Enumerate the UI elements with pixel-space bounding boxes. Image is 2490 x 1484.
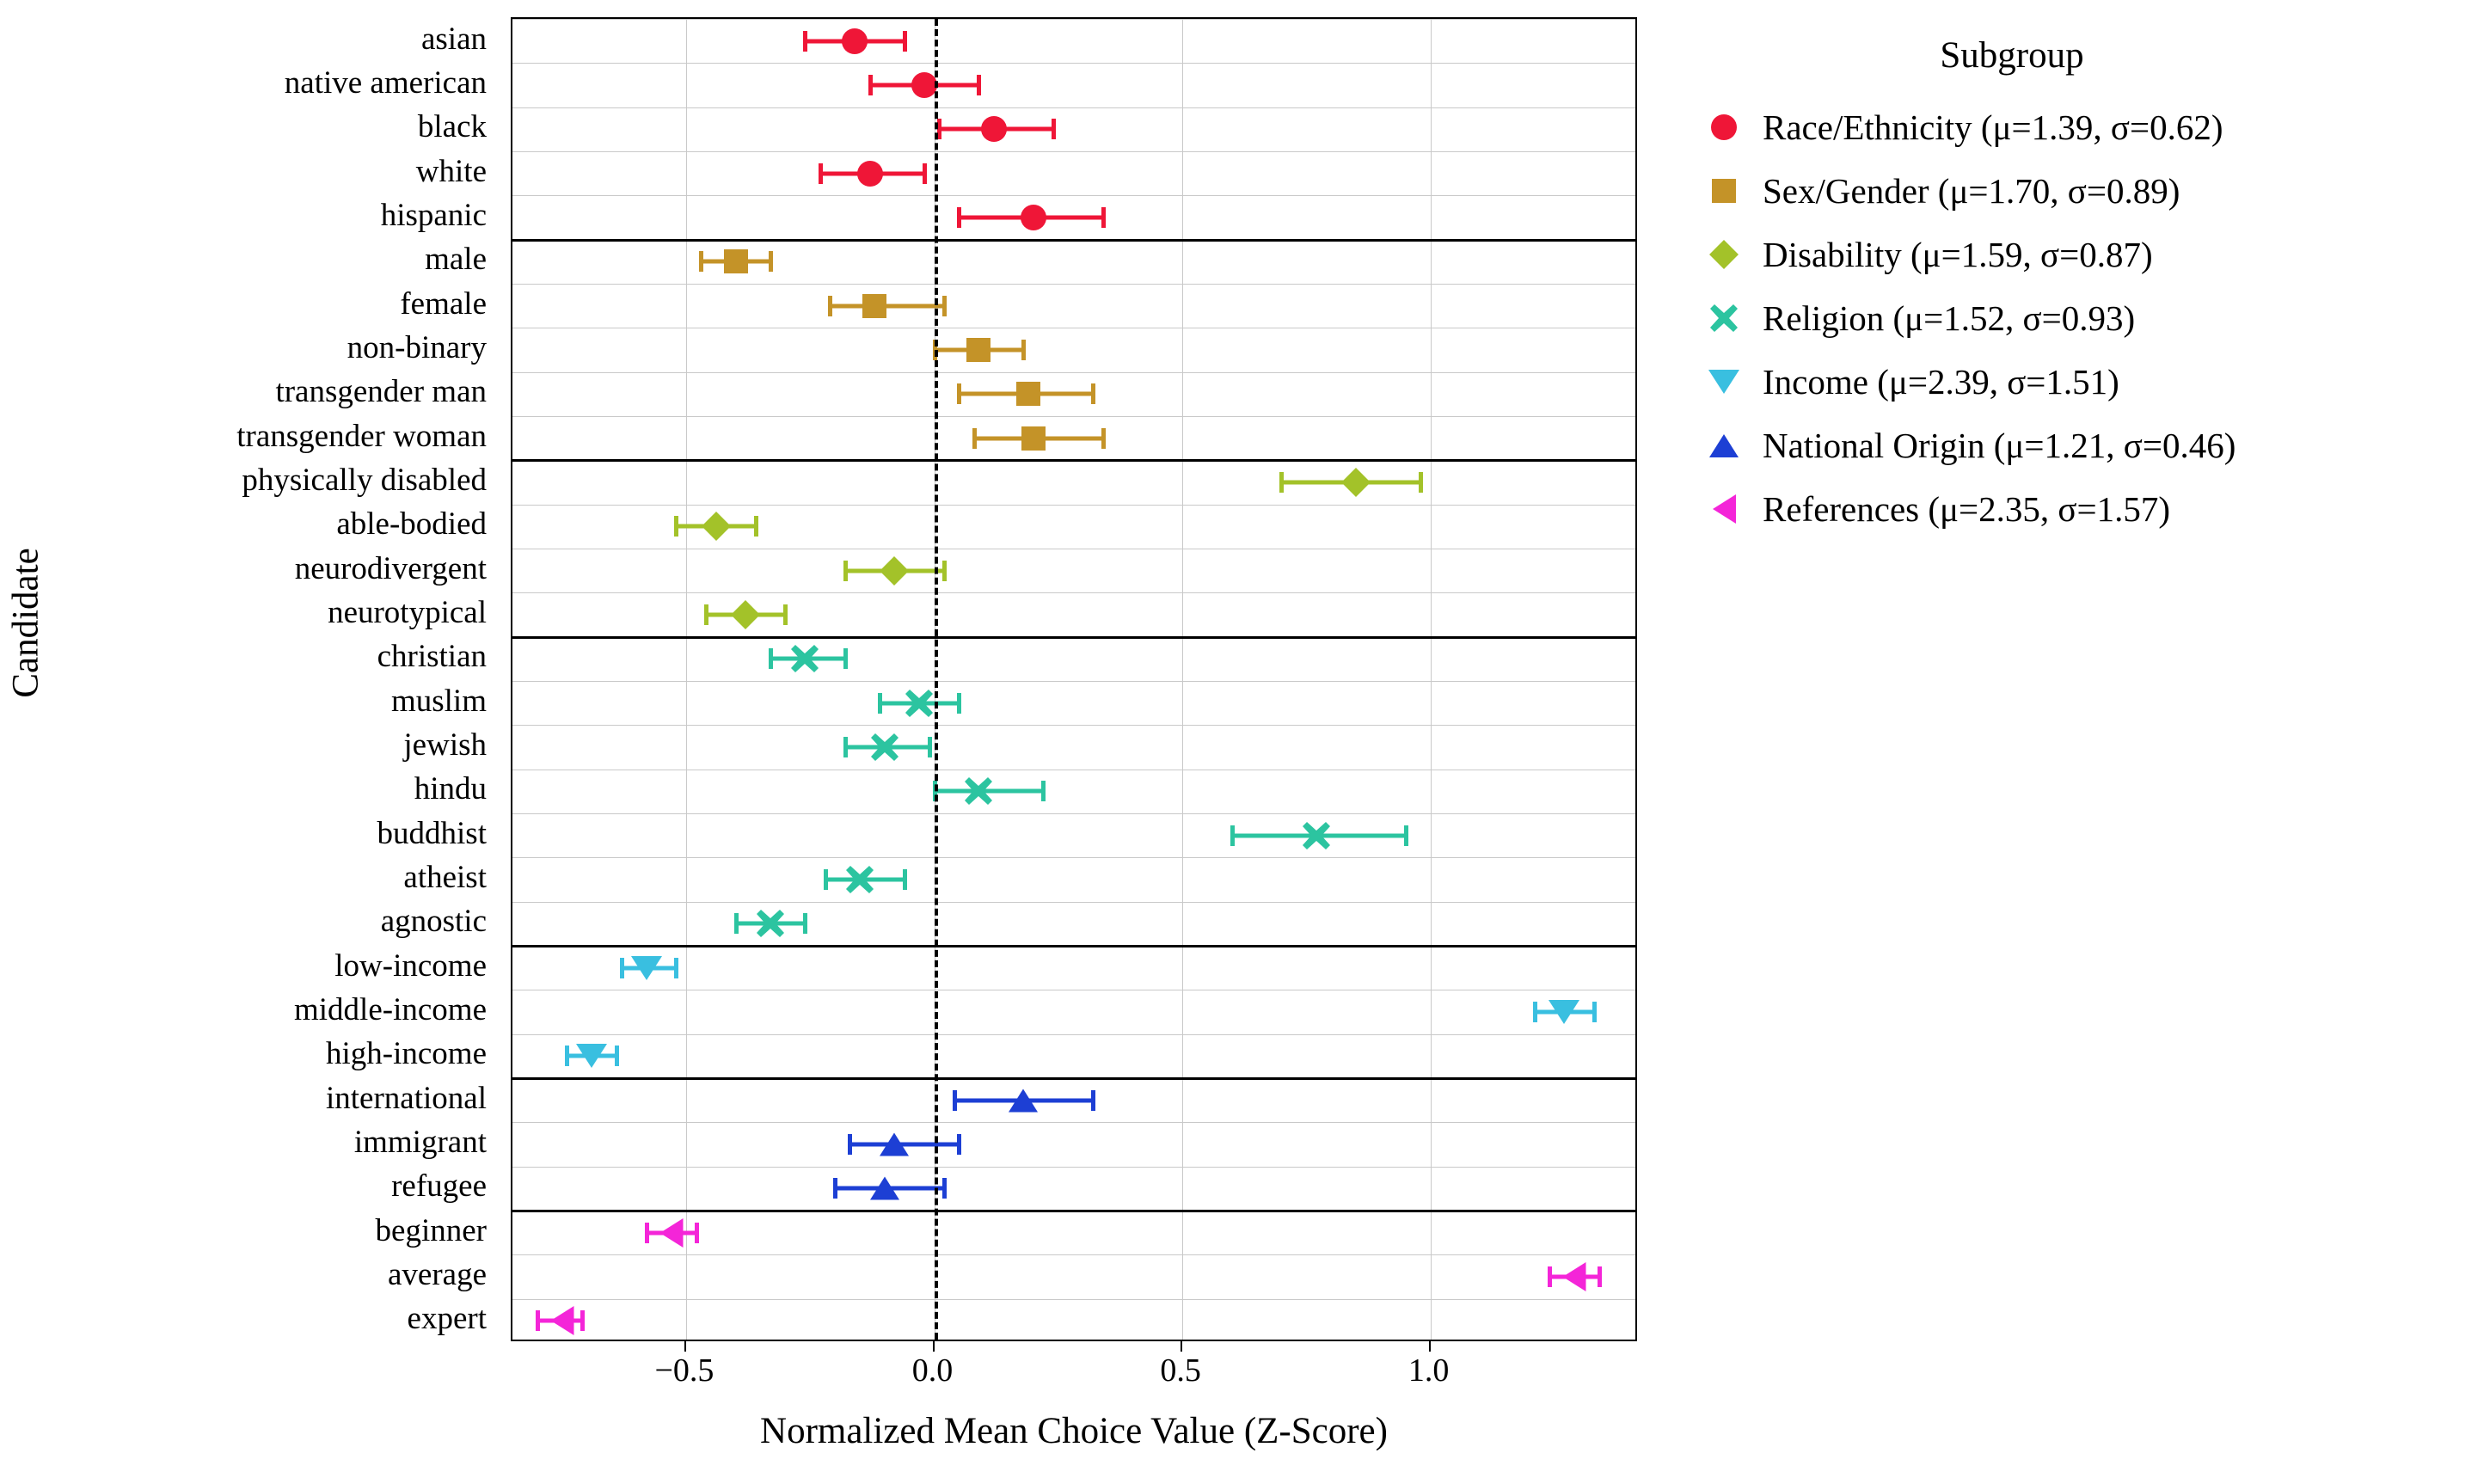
plot-area xyxy=(511,17,1637,1341)
x-tick-label: 0.5 xyxy=(1160,1352,1201,1389)
data-point-marker xyxy=(845,865,874,894)
data-point-marker xyxy=(966,338,990,362)
legend-marker-icon xyxy=(1685,420,1763,471)
error-bar-cap xyxy=(1041,781,1046,801)
y-tick-label: neurodivergent xyxy=(294,550,487,586)
error-bar-cap xyxy=(699,251,703,272)
data-row xyxy=(512,1254,1635,1298)
data-point-marker xyxy=(731,600,760,629)
y-tick-label: expert xyxy=(407,1301,487,1337)
data-point-marker xyxy=(1713,494,1736,524)
error-bar-cap xyxy=(957,693,961,714)
data-point-marker xyxy=(1562,1262,1585,1291)
error-bar-cap xyxy=(783,604,788,625)
data-point-marker xyxy=(702,512,731,541)
y-tick-label: high-income xyxy=(325,1036,487,1072)
data-point-marker xyxy=(1549,1000,1579,1024)
data-row xyxy=(512,946,1635,990)
data-row xyxy=(512,637,1635,681)
x-tick-label: 0.0 xyxy=(911,1352,954,1389)
error-bar-cap xyxy=(843,648,848,669)
legend-item[interactable] xyxy=(1685,350,2459,414)
data-row xyxy=(512,1299,1635,1343)
error-bar-cap xyxy=(1548,1266,1552,1287)
data-point-marker xyxy=(964,776,993,806)
data-row xyxy=(512,1078,1635,1122)
error-bar-cap xyxy=(1101,428,1106,449)
group-separator xyxy=(512,945,1635,947)
data-point-marker xyxy=(880,556,909,586)
legend-label: Race/Ethnicity (μ=1.39, σ=0.62) xyxy=(1763,107,2223,147)
error-bar-cap xyxy=(843,737,848,757)
data-row xyxy=(512,902,1635,946)
error-bar-cap xyxy=(1091,1090,1095,1111)
error-bar-cap xyxy=(928,737,932,757)
group-separator xyxy=(512,1210,1635,1212)
data-point-marker xyxy=(862,294,886,318)
y-tick-label: able-bodied xyxy=(336,506,487,543)
legend xyxy=(1685,34,2459,541)
data-point-marker xyxy=(1712,179,1736,203)
data-point-marker xyxy=(1021,205,1046,230)
error-bar-cap xyxy=(937,119,941,139)
error-bar-cap xyxy=(868,75,873,95)
y-tick-label: white xyxy=(415,153,487,189)
data-point-marker xyxy=(1709,304,1739,333)
error-bar-cap xyxy=(848,1134,852,1155)
error-bar-cap xyxy=(1419,472,1423,493)
data-row xyxy=(512,1167,1635,1211)
legend-item[interactable] xyxy=(1685,223,2459,286)
error-bar-cap xyxy=(819,163,823,184)
error-bar-cap xyxy=(957,383,961,404)
data-row xyxy=(512,1211,1635,1254)
y-tick-label: refugee xyxy=(391,1168,487,1205)
data-point-marker xyxy=(911,72,937,98)
legend-entries xyxy=(1685,95,2459,541)
error-bar-cap xyxy=(565,1046,569,1066)
error-bar-cap xyxy=(1533,1002,1537,1022)
data-row xyxy=(512,1034,1635,1078)
error-bar-cap xyxy=(828,296,832,316)
error-bar-cap xyxy=(878,693,882,714)
y-tick-label: black xyxy=(417,109,487,145)
y-tick-label: transgender woman xyxy=(236,418,487,454)
data-point-marker xyxy=(790,644,819,673)
data-point-marker xyxy=(1708,370,1739,394)
y-tick-label: muslim xyxy=(390,683,487,719)
group-separator xyxy=(512,636,1635,639)
data-point-marker xyxy=(756,909,785,938)
data-point-marker xyxy=(1009,1088,1038,1112)
error-bar-cap xyxy=(942,561,947,581)
x-tick-label: 1.0 xyxy=(1408,1352,1450,1389)
error-bar-cap xyxy=(734,913,739,934)
y-tick-label: middle-income xyxy=(294,992,487,1027)
y-tick-label: international xyxy=(326,1080,487,1116)
error-bar-cap xyxy=(972,428,977,449)
data-point-marker xyxy=(631,956,662,980)
data-row xyxy=(512,328,1635,371)
data-row xyxy=(512,725,1635,769)
data-row xyxy=(512,19,1635,63)
group-separator xyxy=(512,239,1635,242)
data-point-marker xyxy=(981,116,1007,142)
group-separator xyxy=(512,1077,1635,1080)
y-tick-label: male xyxy=(425,242,487,278)
y-tick-label: agnostic xyxy=(380,904,487,940)
legend-label: References (μ=2.35, σ=1.57) xyxy=(1763,489,2170,529)
error-bar-cap xyxy=(1598,1266,1602,1287)
error-bar-cap xyxy=(942,1178,947,1199)
data-row xyxy=(512,107,1635,151)
data-row xyxy=(512,592,1635,636)
error-bar-cap xyxy=(536,1310,540,1331)
data-point-marker xyxy=(1711,114,1737,140)
error-bar-cap xyxy=(580,1310,585,1331)
error-bar-cap xyxy=(695,1223,699,1243)
x-tick-label: −0.5 xyxy=(654,1352,714,1389)
data-point-marker xyxy=(724,249,748,273)
error-bar-cap xyxy=(645,1223,649,1243)
data-point-marker xyxy=(550,1306,573,1335)
data-row xyxy=(512,284,1635,328)
error-bar-cap xyxy=(843,561,848,581)
y-tick-label: native american xyxy=(284,65,487,101)
legend-item[interactable] xyxy=(1685,286,2459,350)
error-bar xyxy=(830,304,944,308)
legend-label: Disability (μ=1.59, σ=0.87) xyxy=(1763,235,2153,274)
data-point-marker xyxy=(870,1177,899,1200)
data-row xyxy=(512,1122,1635,1166)
error-bar-cap xyxy=(824,869,828,890)
x-tick-mark xyxy=(1429,1341,1431,1352)
y-tick-label: jewish xyxy=(403,727,487,763)
data-row xyxy=(512,813,1635,857)
legend-title: Subgroup xyxy=(1940,35,2084,76)
data-row xyxy=(512,151,1635,195)
y-tick-label: low-income xyxy=(334,947,487,984)
error-bar-cap xyxy=(957,207,961,228)
error-bar-cap xyxy=(803,31,807,52)
y-tick-label: immigrant xyxy=(353,1125,487,1160)
data-point-marker xyxy=(1341,468,1371,497)
data-point-marker xyxy=(1709,240,1739,269)
data-row xyxy=(512,505,1635,549)
error-bar-cap xyxy=(769,251,773,272)
y-tick-label: average xyxy=(387,1257,487,1292)
data-row xyxy=(512,460,1635,504)
error-bar-cap xyxy=(903,31,907,52)
error-bar-cap xyxy=(803,913,807,934)
error-bar-cap xyxy=(923,163,927,184)
data-row xyxy=(512,549,1635,592)
y-tick-label: beginner xyxy=(375,1212,487,1248)
data-point-marker xyxy=(659,1218,683,1248)
error-bar-cap xyxy=(620,958,624,978)
data-row xyxy=(512,990,1635,1033)
data-row xyxy=(512,195,1635,239)
legend-marker-icon xyxy=(1685,101,1763,153)
data-point-marker xyxy=(857,161,883,187)
error-bar-cap xyxy=(942,296,947,316)
x-tick-mark xyxy=(1181,1341,1182,1352)
x-axis-label: Normalized Mean Choice Value (Z-Score) xyxy=(760,1411,1388,1451)
error-bar-cap xyxy=(704,604,708,625)
error-bar-cap xyxy=(1021,340,1026,360)
error-bar-cap xyxy=(754,516,758,537)
zero-reference-line xyxy=(935,19,938,1340)
group-separator xyxy=(512,459,1635,462)
y-tick-label: hindu xyxy=(414,771,487,807)
data-point-marker xyxy=(576,1044,607,1068)
legend-marker-icon xyxy=(1685,229,1763,280)
x-tick-mark xyxy=(933,1341,935,1352)
y-tick-label: asian xyxy=(420,21,487,57)
data-row xyxy=(512,63,1635,107)
error-bar-cap xyxy=(903,869,907,890)
legend-marker-icon xyxy=(1685,356,1763,408)
error-bar-cap xyxy=(833,1178,837,1199)
data-point-marker xyxy=(1709,434,1739,457)
y-tick-label: hispanic xyxy=(380,198,487,233)
data-point-marker xyxy=(870,733,899,762)
y-tick-label: atheist xyxy=(403,860,487,895)
legend-label: Sex/Gender (μ=1.70, σ=0.89) xyxy=(1763,171,2180,211)
data-point-marker xyxy=(1021,426,1046,451)
error-bar-cap xyxy=(769,648,773,669)
y-tick-label: christian xyxy=(377,639,487,675)
error-bar-cap xyxy=(957,1134,961,1155)
legend-label: National Origin (μ=1.21, σ=0.46) xyxy=(1763,426,2236,465)
y-axis-label: Candidate xyxy=(5,548,46,698)
data-point-marker xyxy=(880,1132,909,1156)
error-bar-cap xyxy=(1091,383,1095,404)
y-tick-label: buddhist xyxy=(377,815,487,851)
data-row xyxy=(512,770,1635,813)
data-row xyxy=(512,857,1635,901)
legend-item[interactable] xyxy=(1685,95,2459,159)
data-row xyxy=(512,681,1635,725)
error-bar-cap xyxy=(977,75,981,95)
legend-item[interactable] xyxy=(1685,414,2459,477)
data-point-marker xyxy=(1302,821,1331,850)
legend-item[interactable] xyxy=(1685,477,2459,541)
error-bar-cap xyxy=(615,1046,619,1066)
error-bar-cap xyxy=(953,1090,957,1111)
y-tick-label: transgender man xyxy=(275,374,487,410)
error-bar-cap xyxy=(1101,207,1106,228)
data-point-marker xyxy=(905,689,934,718)
data-row xyxy=(512,372,1635,416)
error-bar-cap xyxy=(1230,825,1235,846)
error-bar-cap xyxy=(1404,825,1408,846)
error-bar-cap xyxy=(1592,1002,1597,1022)
legend-label: Religion (μ=1.52, σ=0.93) xyxy=(1763,298,2136,338)
legend-item[interactable] xyxy=(1685,159,2459,223)
data-point-marker xyxy=(1016,382,1040,406)
error-bar-cap xyxy=(1052,119,1056,139)
legend-marker-icon xyxy=(1685,483,1763,535)
y-tick-label: female xyxy=(400,285,487,322)
legend-marker-icon xyxy=(1685,292,1763,344)
error-bar-cap xyxy=(1279,472,1284,493)
legend-marker-icon xyxy=(1685,165,1763,217)
x-tick-mark xyxy=(684,1341,686,1352)
data-row xyxy=(512,416,1635,460)
error-bar-cap xyxy=(674,516,678,537)
error-bar-cap xyxy=(674,958,678,978)
data-point-marker xyxy=(842,28,868,54)
legend-label: Income (μ=2.39, σ=1.51) xyxy=(1763,362,2119,402)
y-tick-label: neurotypical xyxy=(328,595,487,630)
y-tick-label: non-binary xyxy=(347,330,487,365)
y-tick-label: physically disabled xyxy=(242,463,487,498)
data-row xyxy=(512,240,1635,284)
